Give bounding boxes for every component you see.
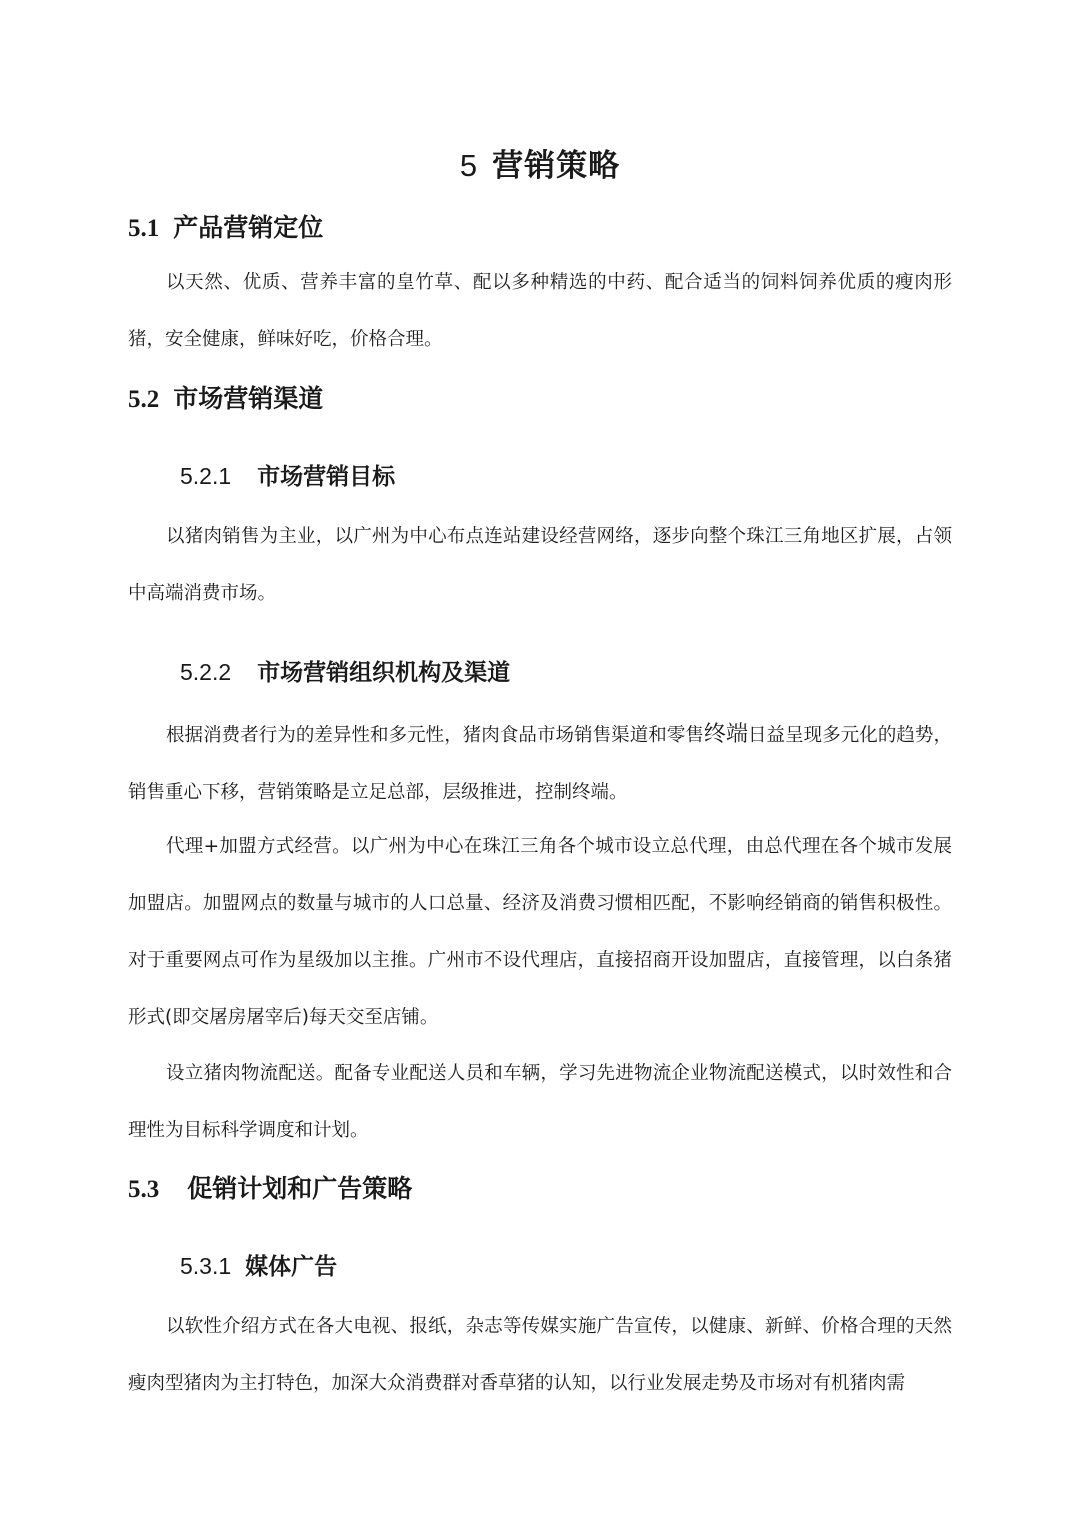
subsection-title: 市场营销目标 bbox=[257, 464, 396, 490]
subsection-title: 市场营销组织机构及渠道 bbox=[257, 660, 511, 686]
paragraph-5-3-1: 以软性介绍方式在各大电视、报纸，杂志等传媒实施广告宣传，以健康、新鲜、价格合理的天然瘦肉型猪肉为主打特色，加深大众消费群对香草猪的认知，以行业发展走势及市场对有机猪肉需 bbox=[128, 1316, 952, 1394]
section-number: 5.2 bbox=[128, 386, 160, 413]
paragraph-5-2-2-a bbox=[128, 706, 952, 821]
chapter-title bbox=[0, 140, 1080, 185]
section-number: 5.3 bbox=[128, 1176, 160, 1203]
chapter-title-text: 营销策略 bbox=[492, 148, 621, 184]
paragraph-5-1: 以天然、优质、营养丰富的皇竹草、配以多种精选的中药、配合适当的饲料饲养优质的瘦肉形猪，安全健康，鲜味好吃，价格合理。 bbox=[128, 272, 952, 350]
emphasis-text: 终端 bbox=[703, 722, 748, 747]
paragraph-5-2-2-b: 代理+加盟方式经营。以广州为中心在珠江三角各个城市设立总代理，由总代理在各个城市发展加盟店。加盟网点的数量与城市的人口总量、经济及消费习惯相匹配，不影响经销商的销售积极性。对于重要网点可作为星级加以主推。广州市不设代理店，直接招商开设加盟店，直接管理，以白条猪形式(即交屠房屠宰后)每天交至店铺。 bbox=[128, 836, 952, 1028]
section-heading-5-2 bbox=[128, 379, 323, 415]
paragraph-text: 日益呈现多元化的趋势，销售重心下移，营销策略是立足总部，层级推进，控制终端。 bbox=[128, 725, 952, 803]
paragraph-5-2-1: 以猪肉销售为主业，以广州为中心布点连站建设经营网络，逐步向整个珠江三角地区扩展，占领中高端消费市场。 bbox=[128, 526, 952, 604]
paragraph-text: 根据消费者行为的差异性和多元性，猪肉食品市场销售渠道和零售 bbox=[166, 725, 704, 746]
subsection-heading-5-3-1 bbox=[180, 1248, 337, 1281]
subsection-number: 5.2.2 bbox=[180, 659, 232, 685]
subsection-heading-5-2-1 bbox=[180, 458, 395, 491]
section-heading-5-3 bbox=[128, 1169, 412, 1205]
section-title: 产品营销定位 bbox=[173, 213, 324, 242]
subsection-title: 媒体广告 bbox=[245, 1254, 338, 1280]
subsection-number: 5.2.1 bbox=[180, 463, 232, 489]
section-title: 市场营销渠道 bbox=[173, 384, 324, 413]
subsection-number: 5.3.1 bbox=[180, 1253, 232, 1279]
section-heading-5-1 bbox=[128, 208, 323, 244]
chapter-number: 5 bbox=[459, 148, 479, 183]
section-number: 5.1 bbox=[128, 215, 160, 242]
subsection-heading-5-2-2 bbox=[180, 654, 510, 687]
section-title: 促销计划和广告策略 bbox=[187, 1174, 413, 1203]
paragraph-5-2-2-c: 设立猪肉物流配送。配备专业配送人员和车辆，学习先进物流企业物流配送模式，以时效性和合理性为目标科学调度和计划。 bbox=[128, 1063, 952, 1141]
